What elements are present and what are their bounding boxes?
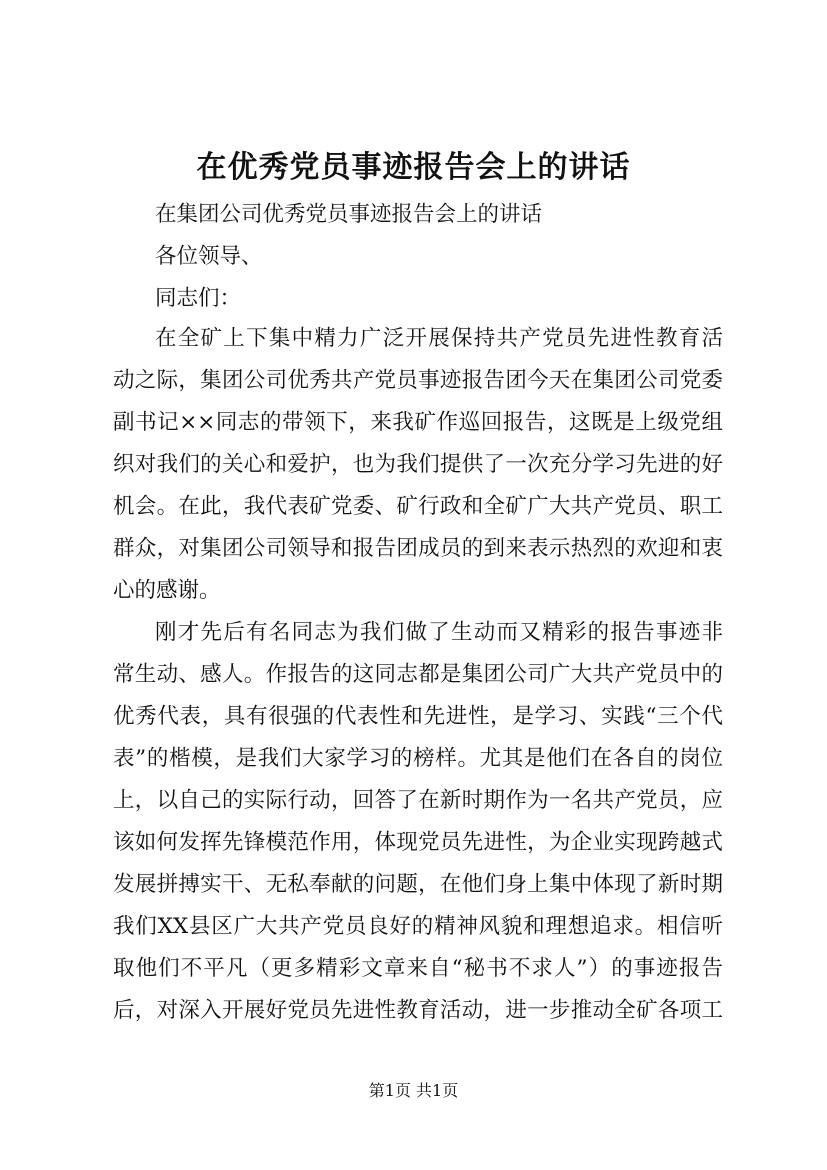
paragraph-2-line: 取他们不平凡（更多精彩文章来自“秘书不求人”）的事迹报告 [113,956,723,981]
paragraph-2-line: 上，以自己的实际行动，回答了在新时期作为一名共产党员，应 [113,788,723,813]
paragraph-2-line: 表”的楷模，是我们大家学习的榜样。尤其是他们在各自的岗位 [113,746,723,771]
paragraph-2-line: 我们XX县区广大共产党员良好的精神风貌和理想追求。相信听 [113,914,723,939]
paragraph-1-line: 机会。在此，我代表矿党委、矿行政和全矿广大共产党员、职工 [113,494,723,519]
document-subtitle: 在集团公司优秀党员事迹报告会上的讲话 [155,202,543,227]
paragraph-2-line: 后，对深入开展好党员先进性教育活动，进一步推动全矿各项工 [113,998,723,1023]
paragraph-2-line: 优秀代表，具有很强的代表性和先进性，是学习、实践“三个代 [113,704,723,729]
paragraph-1-line: 心的感谢。 [113,578,221,603]
paragraph-1-line: 群众，对集团公司领导和报告团成员的到来表示热烈的欢迎和衷 [113,536,723,561]
salutation-comrades: 同志们： [155,286,242,311]
paragraph-2-line: 该如何发挥先锋模范作用，体现党员先进性，为企业实现跨越式 [113,830,723,855]
paragraph-1-line: 副书记××同志的带领下，来我矿作巡回报告，这既是上级党组 [113,410,723,435]
paragraph-1-line: 动之际，集团公司优秀共产党员事迹报告团今天在集团公司党委 [113,368,723,393]
page-number-footer: 第1页 共1页 [368,1081,459,1100]
paragraph-2-line: 刚才先后有名同志为我们做了生动而又精彩的报告事迹非 [155,620,723,645]
paragraph-1-line: 在全矿上下集中精力广泛开展保持共产党员先进性教育活 [155,326,723,351]
paragraph-2-line: 常生动、感人。作报告的这同志都是集团公司广大共产党员中的 [113,662,723,687]
paragraph-2-line: 发展拼搏实干、无私奉献的问题，在他们身上集中体现了新时期 [113,872,723,897]
paragraph-1-line: 织对我们的关心和爱护，也为我们提供了一次充分学习先进的好 [113,452,723,477]
salutation-leaders: 各位领导、 [155,244,263,269]
document-title: 在优秀党员事迹报告会上的讲话 [196,150,631,185]
